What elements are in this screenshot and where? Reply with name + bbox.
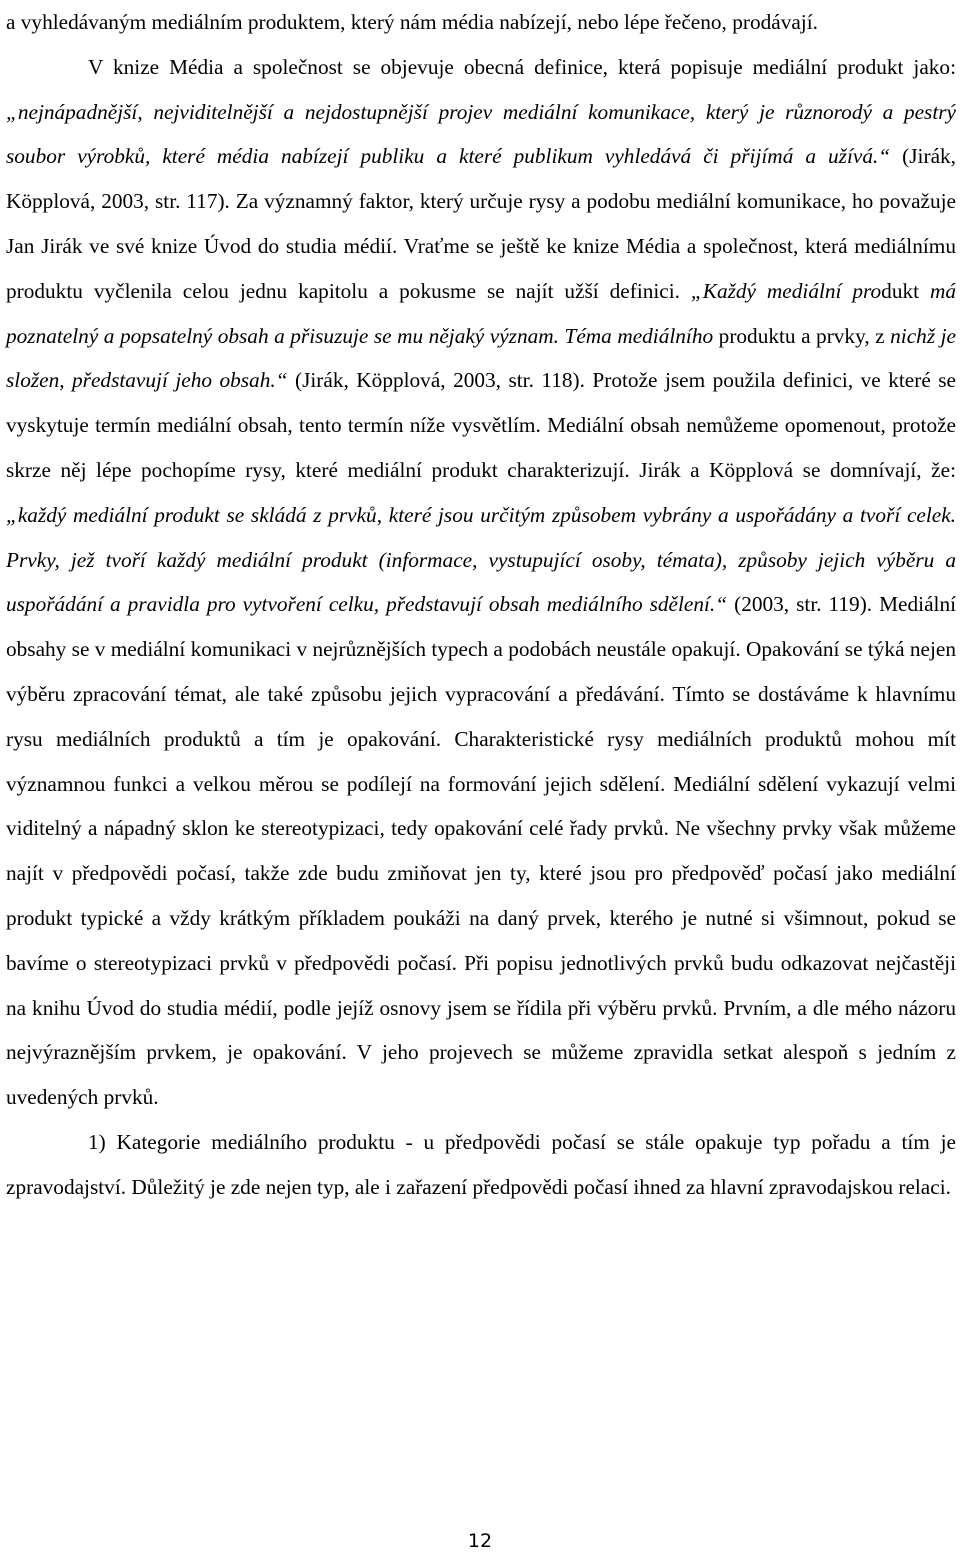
paragraph-text: produktu a prvky, z [713,323,891,348]
list-item-text: Kategorie mediálního produktu - u předpovědi počasí se stále opakuje typ pořadu a tím je zpravodajství. Důležitý je zde nejen typ, ale i zařazení předpovědi počasí ihned za hlavní zpravodajskou relaci. [6,1129,956,1199]
quotation: Téma mediálního [564,323,714,348]
paragraph-intro [6,0,956,45]
paragraph-text: dukt [881,278,920,303]
paragraph-text: (2003, str. 119). Mediální obsahy se v mediální komunikaci v nejrůznějších typech a podobách neustále opakují. Opakování se týká nejen výběru zpracování témat, ale také způsobu jejich vypracování a předávání. Tímto se dostáváme k hlavnímu rysu mediálních produktů a tím je opakování. Charakteristické rysy mediálních produktů mohou mít významnou funkci a velkou měrou se podílejí na formování jejich sdělení. Mediální sdělení vykazují velmi viditelný a nápadný sklon ke stereotypizaci, tedy opakování celé řady prvků. Ne všechny prvky však můžeme najít v předpovědi počasí, takže zde budu zmiňovat jen ty, které jsou pro předpověď počasí jako mediální produkt typické a vždy krátkým příkladem poukáži na daný prvek, kterého je nutné si všimnout, pokud se bavíme o stereotypizaci prvků v předpovědi počasí. Při popisu jednotlivých prvků budu odkazovat nejčastěji na knihu Úvod do studia médií, podle jejíž osnovy jsem se řídila při výběru prvků. Prvním, a dle mého názoru nejvýraznějším prvkem, je opakování. V jeho projevech se můžeme zpravidla setkat alespoň s jedním z uvedených prvků. [6,592,957,1110]
paragraph-main [6,45,956,1120]
quotation: má poznatelný a popsatelný obsah a přisuzuje se mu nějaký význam. [6,278,956,348]
list-item-number: 1) [88,1129,106,1154]
paragraph-text: a vyhledávaným mediálním produktem, který nám média nabízejí, nebo lépe řečeno, prodávají. [6,10,818,34]
quotation: „nejnápadnější, nejviditelnější a nejdostupnější projev mediální komunikace, který je různorodý a pestrý soubor výrobků, které média nabízejí publiku a které publikum vyhledává či přijímá a užívá.“ [6,99,956,169]
quotation: „Každý mediální pro [690,278,882,303]
paragraph-text: V knize Média a společnost se objevuje obecná definice, která popisuje mediální produkt jako: [88,54,956,79]
document-page [6,0,956,1210]
quotation: nichž je složen, představují jeho obsah.“ [6,323,956,393]
paragraph-text: (Jirák, Köpplová, 2003, str. 118). Protože jsem použila definici, ve které se vyskytuje termín mediální obsah, tento termín níže vysvětlím. Mediální obsah nemůžeme opomenout, protože skrze něj lépe pochopíme rysy, které mediální produkt charakterizují. Jirák a Köpplová se domnívají, že: [6,368,956,482]
list-item [6,1120,956,1210]
quotation: „každý mediální produkt se skládá z prvků, které jsou určitým způsobem vybrány a uspořádány a tvoří celek. Prvky, jež tvoří každý mediální produkt (informace, vystupující osoby, témata), způsoby jejich výběru a uspořádání a pravidla pro vytvoření celku, představují obsah mediálního sdělení.“ [6,502,956,617]
page-number: 12 [467,1530,493,1552]
paragraph-text: (Jirák, Köpplová, 2003, str. 117). Za významný faktor, který určuje rysy a podobu mediální komunikace, ho považuje Jan Jirák ve své knize Úvod do studia médií. Vraťme se ještě ke knize Média a společnost, která mediálnímu produktu vyčlenila celou jednu kapitolu a pokusme se najít užší definici. [6,144,956,303]
